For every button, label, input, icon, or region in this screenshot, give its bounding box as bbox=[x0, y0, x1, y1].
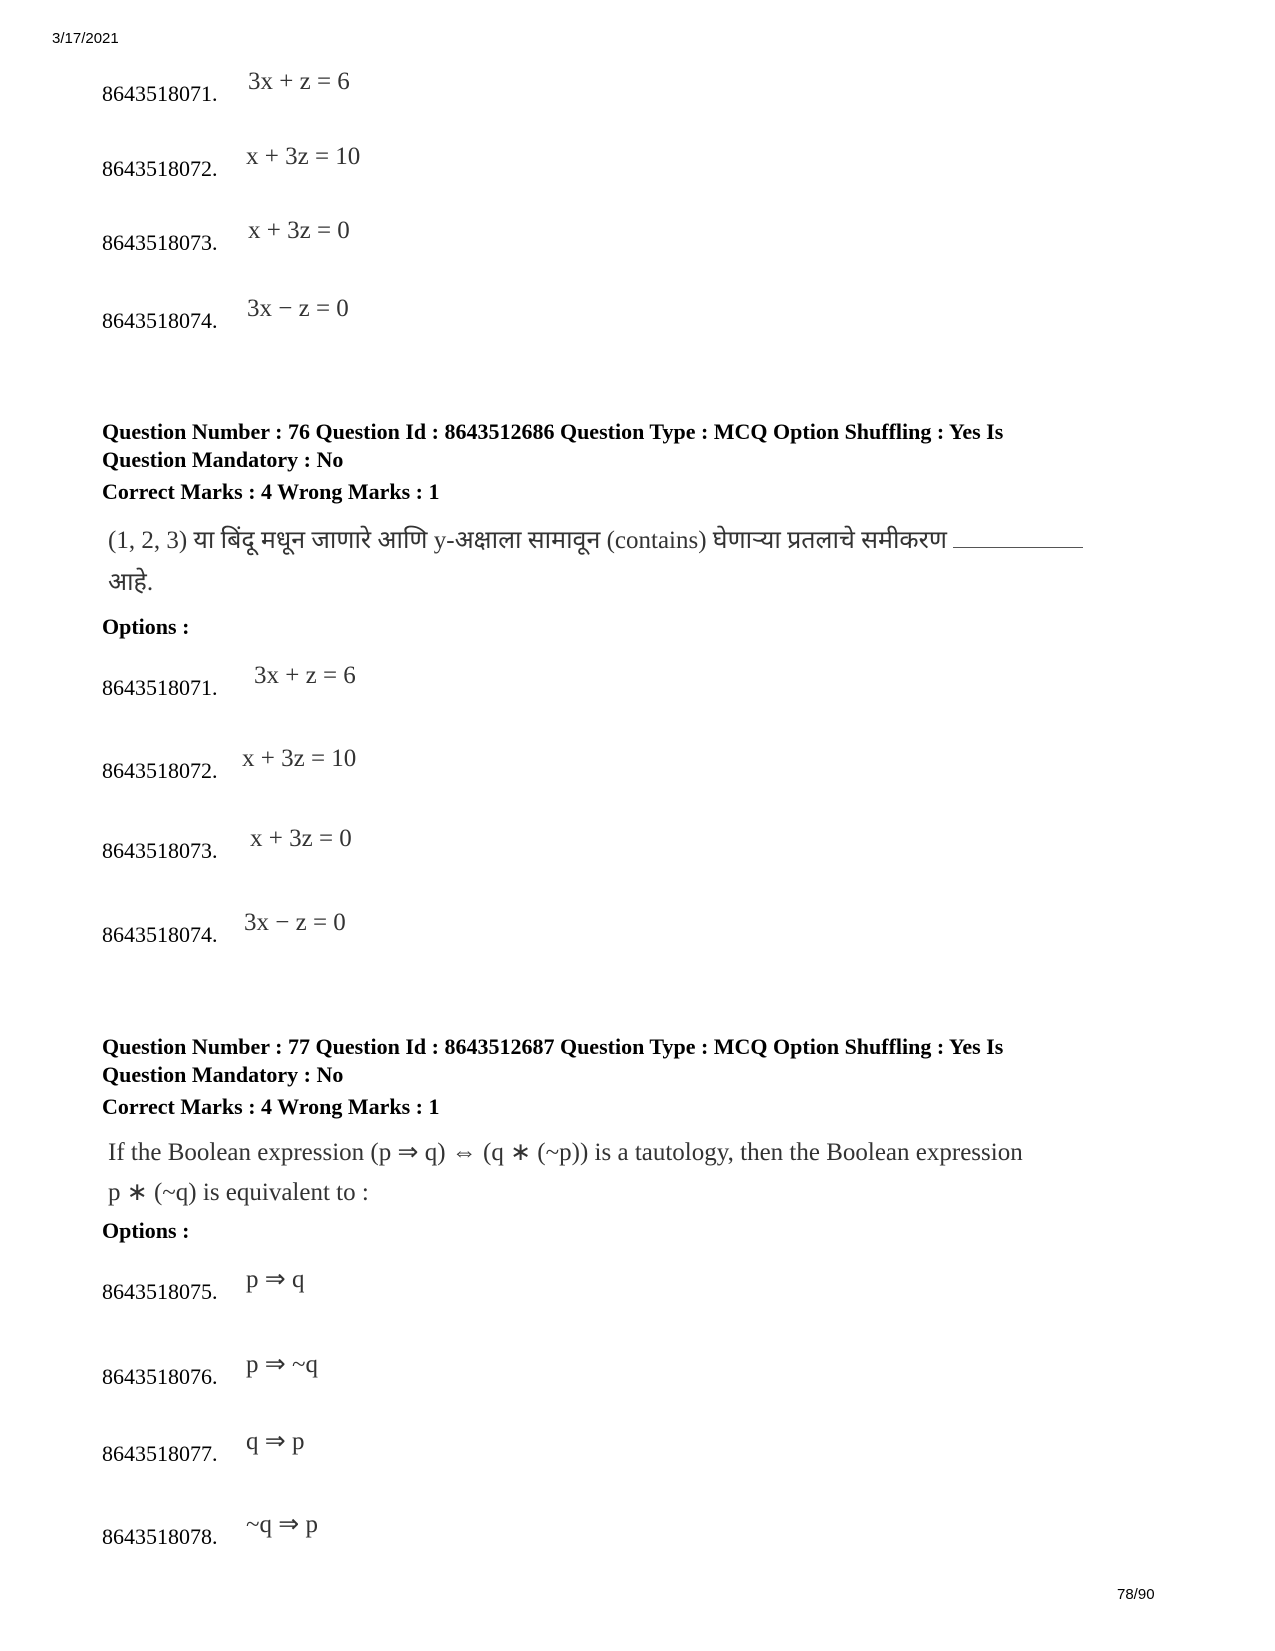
question-77-text-line1: If the Boolean expression (p ⇒ q) ⇔ (q ∗ (~p)) is a tautology, then the Boolean expression bbox=[108, 1139, 1023, 1166]
option-expression: x + 3z = 10 bbox=[242, 745, 357, 772]
q77-option-3 bbox=[102, 1426, 502, 1466]
question-76-meta-line2: Question Mandatory : No bbox=[102, 447, 344, 472]
option-expression: x + 3z = 10 bbox=[246, 143, 361, 170]
question-76-meta-line1: Question Number : 76 Question Id : 8643512686 Question Type : MCQ Option Shuffling : Yes Is bbox=[102, 419, 1004, 444]
prev-option-2 bbox=[102, 141, 502, 181]
option-id: 8643518073. bbox=[102, 230, 218, 255]
option-id: 8643518074. bbox=[102, 922, 218, 947]
question-76-text-end: आहे. bbox=[108, 569, 154, 596]
q77-option-1 bbox=[102, 1264, 502, 1304]
option-id: 8643518072. bbox=[102, 156, 218, 181]
question-77-text-line2: p ∗ (~q) is equivalent to : bbox=[108, 1179, 369, 1206]
question-76-marks: Correct Marks : 4 Wrong Marks : 1 bbox=[102, 479, 440, 504]
question-76-text bbox=[108, 520, 1188, 604]
option-id: 8643518075. bbox=[102, 1279, 218, 1304]
q76-option-3 bbox=[102, 823, 502, 863]
page-number: 78/90 bbox=[1117, 1586, 1155, 1603]
option-expression: q ⇒ p bbox=[246, 1428, 305, 1455]
question-76-options-label: Options : bbox=[102, 614, 190, 639]
answer-blank bbox=[953, 529, 1083, 548]
prev-option-1 bbox=[102, 66, 502, 106]
option-expression: x + 3z = 0 bbox=[250, 825, 352, 852]
option-expression: p ⇒ ~q bbox=[246, 1351, 318, 1378]
q76-option-2 bbox=[102, 743, 502, 783]
prev-option-4 bbox=[102, 293, 502, 333]
prev-option-3 bbox=[102, 215, 502, 255]
question-76-text-main: (1, 2, 3) या बिंदू मधून जाणारे आणि y-अक्षाला सामावून (contains) घेणाऱ्या प्रतलाचे समीकरण bbox=[108, 527, 947, 554]
option-expression: 3x − z = 0 bbox=[244, 909, 346, 936]
option-id: 8643518074. bbox=[102, 308, 218, 333]
option-expression: 3x + z = 6 bbox=[248, 68, 350, 95]
option-id: 8643518078. bbox=[102, 1524, 218, 1549]
option-expression: x + 3z = 0 bbox=[248, 217, 350, 244]
question-77-meta-line1: Question Number : 77 Question Id : 8643512687 Question Type : MCQ Option Shuffling : Yes Is bbox=[102, 1034, 1004, 1059]
option-expression: ~q ⇒ p bbox=[246, 1511, 318, 1538]
option-id: 8643518072. bbox=[102, 758, 218, 783]
q77-option-4 bbox=[102, 1509, 502, 1549]
option-id: 8643518076. bbox=[102, 1364, 218, 1389]
q77-option-2 bbox=[102, 1349, 502, 1389]
option-id: 8643518077. bbox=[102, 1441, 218, 1466]
question-77-options-label: Options : bbox=[102, 1218, 190, 1243]
option-id: 8643518073. bbox=[102, 838, 218, 863]
option-expression: p ⇒ q bbox=[246, 1266, 305, 1293]
option-id: 8643518071. bbox=[102, 675, 218, 700]
option-id: 8643518071. bbox=[102, 81, 218, 106]
option-expression: 3x − z = 0 bbox=[247, 295, 349, 322]
option-expression: 3x + z = 6 bbox=[254, 662, 356, 689]
q76-option-1 bbox=[102, 660, 502, 700]
question-77-marks: Correct Marks : 4 Wrong Marks : 1 bbox=[102, 1094, 440, 1119]
question-77-meta-line2: Question Mandatory : No bbox=[102, 1062, 344, 1087]
q76-option-4 bbox=[102, 907, 502, 947]
print-date: 3/17/2021 bbox=[52, 30, 119, 47]
question-77-text bbox=[108, 1133, 1188, 1213]
